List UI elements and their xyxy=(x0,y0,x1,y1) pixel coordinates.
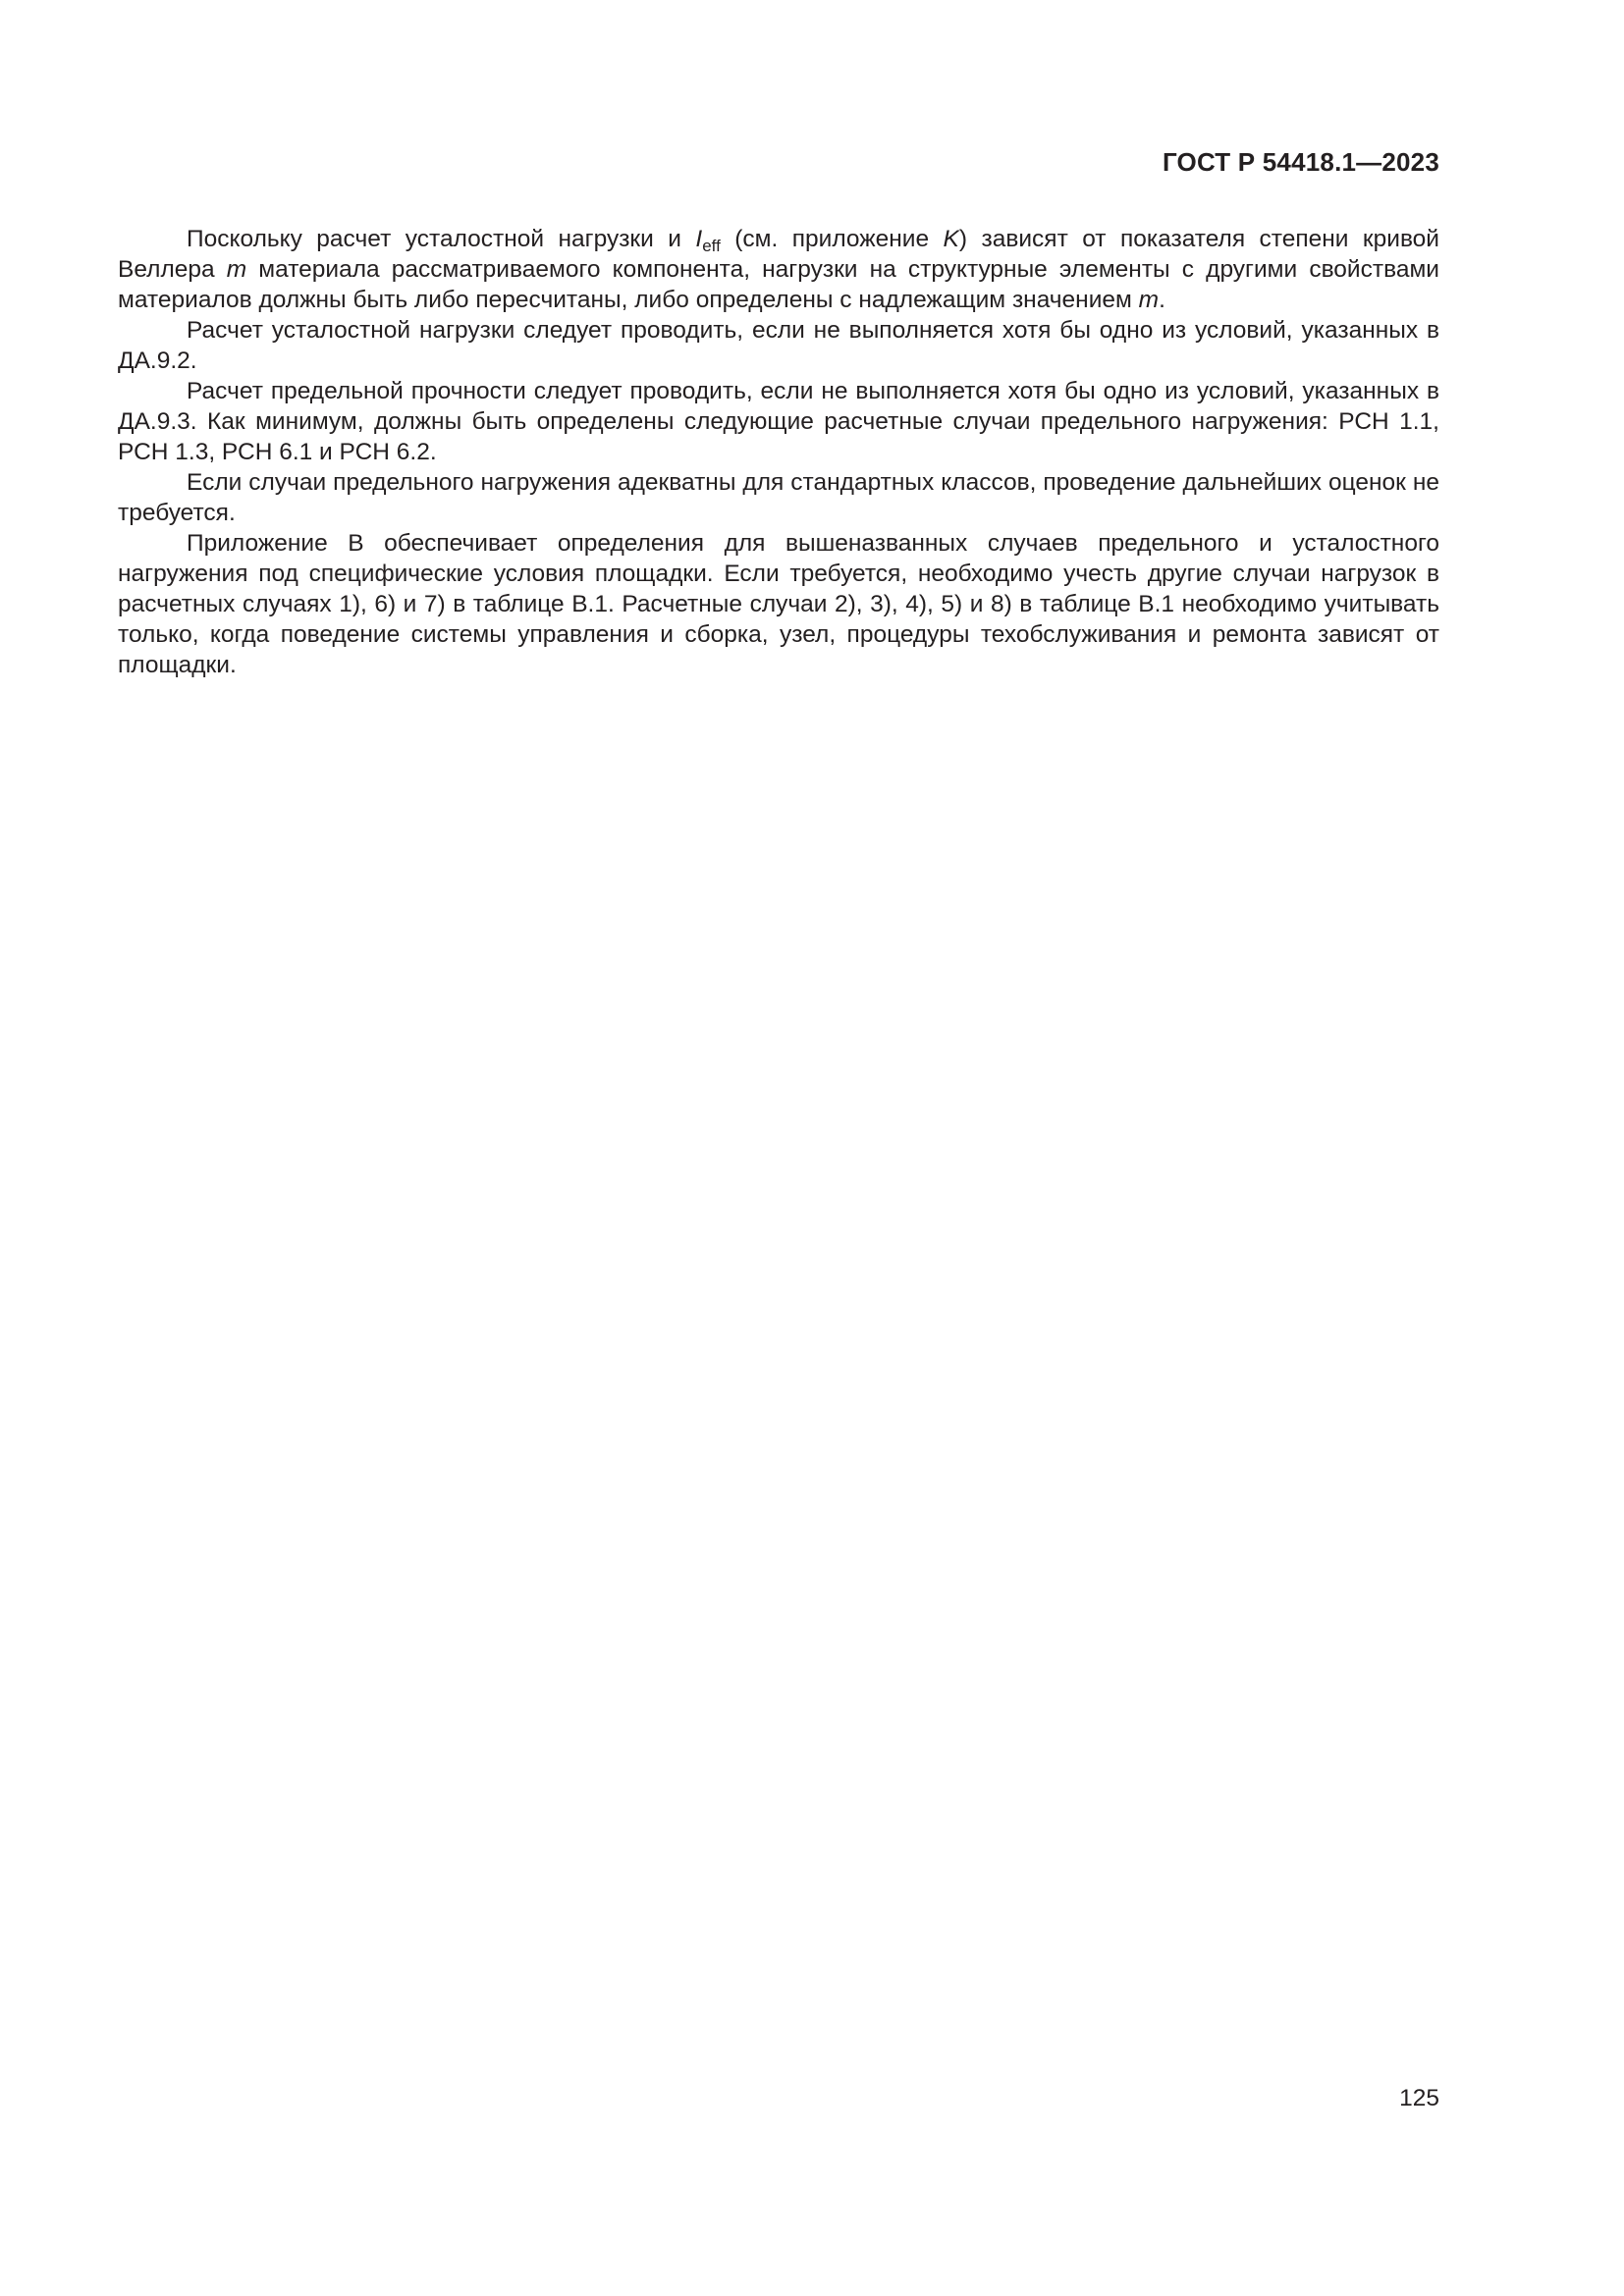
document-code-header: ГОСТ Р 54418.1—2023 xyxy=(1162,147,1439,177)
paragraph-ultimate-load-cases-adequate: Если случаи предельного нагружения адекватны для стандартных классов, проведение дальнейших оценок не требуется. xyxy=(118,469,1439,526)
paragraph-fatigue-load-calculation: Расчет усталостной нагрузки следует проводить, если не выполняется хотя бы одно из условий, указанных в ДА.9.2. xyxy=(118,317,1439,374)
symbol-m: m xyxy=(226,256,247,283)
paragraph-ultimate-strength-calculation: Расчет предельной прочности следует проводить, если не выполняется хотя бы одно из условий, указанных в ДА.9.3. Как минимум, должны быть определены следующие расчетные случаи предельного нагружения: РСН 1.1, РСН 1.3, РСН 6.1 и РСН 6.2. xyxy=(118,378,1439,465)
symbol-k: K xyxy=(943,226,959,252)
symbol-i-eff: I xyxy=(695,226,703,252)
page-number: 125 xyxy=(1399,2085,1439,2111)
subscript-eff: eff xyxy=(702,237,721,255)
paragraph-text: материала рассматриваемого компонента, нагрузки на структурные элементы с другими свойствами материалов должны быть либо пересчитаны, либо определены с надлежащим значением xyxy=(118,256,1439,313)
paragraph-text: . xyxy=(1159,287,1165,313)
paragraph-text: (см. приложение xyxy=(720,226,944,252)
paragraph-fatigue-load-and-wohler xyxy=(118,224,1439,315)
paragraph-appendix-b-definitions: Приложение В обеспечивает определения для вышеназванных случаев предельного и усталостного нагружения под специфические условия площадки. Если требуется, необходимо учесть другие случаи нагрузок в расчетных случаях 1), 6) и 7) в таблице В.1. Расчетные случаи 2), 3), 4), 5) и 8) в таблице В.1 необходимо учитывать только, когда поведение системы управления и сборка, узел, процедуры техобслуживания и ремонта зависят от площадки. xyxy=(118,530,1439,678)
symbol-m: m xyxy=(1138,287,1160,313)
paragraph-text: ) зависят от показателя степени кривой Веллера xyxy=(118,226,1439,283)
document-body xyxy=(118,224,1439,680)
paragraph-text: Поскольку расчет усталостной нагрузки и xyxy=(187,226,696,252)
